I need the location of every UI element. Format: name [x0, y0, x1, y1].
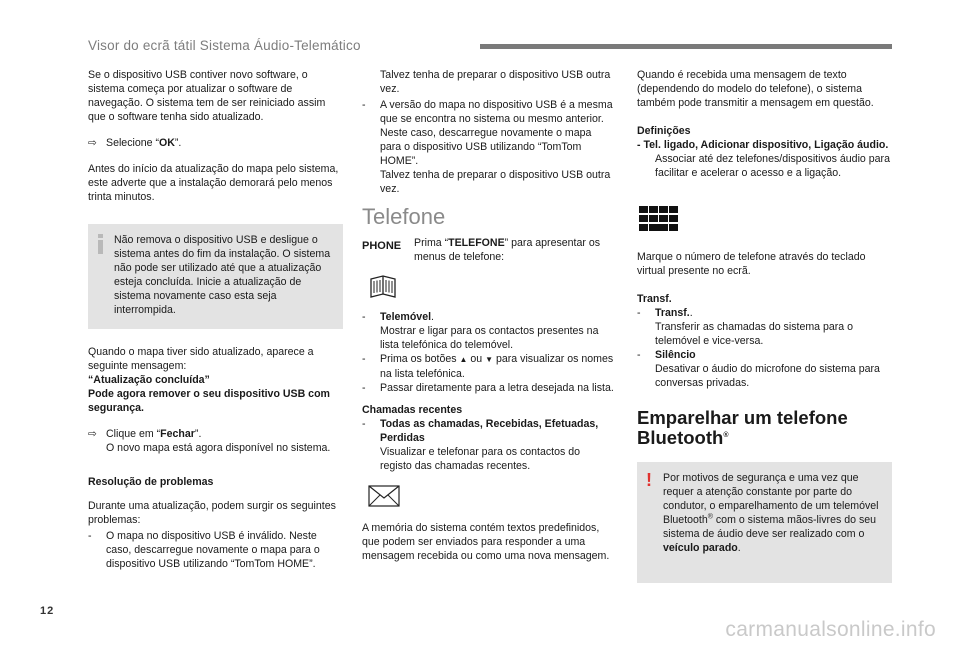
paragraph: A memória do sistema contém textos predefinidos, que podem ser enviados para responder a uma mensagem recebida ou como uma nova mensagem. — [362, 522, 610, 562]
column-3 — [637, 68, 892, 599]
step-arrow-icon: ⇨ — [88, 137, 97, 149]
list-item: - Transf.. Transferir as chamadas do sistema para o telemóvel e vice-versa. — [637, 307, 854, 347]
page-number: 12 — [40, 605, 55, 617]
phonebook-icon — [368, 274, 398, 300]
warning-box: ! Por motivos de segurança e uma vez que requer a atenção constante por parte do condutor, o emparelhamento de um telemóvel Bluetooth® com o sistema mãos-livres do seu sistema de áudio deve ser realizado com o veículo parado. — [637, 462, 892, 583]
paragraph: Talvez tenha de preparar o dispositivo USB outra vez. — [380, 169, 611, 195]
list-item: - Tel. ligado, Adicionar dispositivo, Ligação áudio. — [637, 139, 889, 151]
column-1 — [88, 68, 343, 571]
list-item: - Silêncio Desativar o áudio do microfone do sistema para conversas privadas. — [637, 349, 880, 389]
list-item: - Todas as chamadas, Recebidas, Efetuadas, Perdidas Visualizar e telefonar para os contactos do registo das chamadas recentes. — [362, 418, 599, 472]
list-item: - Telemóvel. Mostrar e ligar para os contactos presentes na lista telefónica do telemóvel. — [362, 311, 599, 351]
envelope-icon — [368, 485, 400, 507]
paragraph: Se o dispositivo USB contiver novo software, o sistema começa por atualizar o software de navegação. O sistema tem de ser reiniciado assim que o software tenha sido atualizado. — [88, 69, 326, 123]
arrow-down-icon: ▼ — [485, 355, 494, 364]
info-box: Não remova o dispositivo USB e desligue o sistema antes do fim da instalação. O sistema não pode ser utilizado até que a atualização esteja concluída. Inicie a atualização de sistema novamente caso esta seja interrompida. — [88, 224, 343, 329]
section-heading-problems: Resolução de problemas — [88, 476, 214, 488]
list-item: - O mapa no dispositivo USB é inválido. Neste caso, descarregue novamente o mapa para o dispositivo USB utilizando “TomTom HOME”. — [88, 530, 320, 570]
column-2 — [362, 68, 614, 575]
step-select-ok: ⇨ Selecione “OK”. — [88, 137, 182, 149]
step-click-close: ⇨ Clique em “Fechar”. O novo mapa está agora disponível no sistema. — [88, 428, 331, 454]
keypad-icon — [639, 206, 679, 236]
section-heading-calls: Chamadas recentes — [362, 404, 463, 416]
paragraph: Antes do início da atualização do mapa pelo sistema, este adverte que a instalação demorará pelo menos trinta minutos. — [88, 163, 339, 203]
list-item: - Prima os botões ▲ ou ▼ para visualizar os nomes na lista telefónica. — [362, 353, 614, 380]
paragraph: Quando o mapa tiver sido atualizado, aparece a seguinte mensagem: “Atualização concluída” Pode agora remover o seu dispositivo USB com segurança. — [88, 346, 330, 414]
arrow-up-icon: ▲ — [459, 355, 468, 364]
paragraph: Quando é recebida uma mensagem de texto (dependendo do modelo do telefone), o sistema também pode transmitir a mensagem em questão. — [637, 69, 874, 109]
paragraph: Marque o número de telefone através do teclado virtual presente no ecrã. — [637, 251, 866, 277]
phone-button-label: PHONE — [362, 240, 402, 252]
section-heading-transf: Transf. — [637, 293, 672, 305]
section-heading-bluetooth: Emparelhar um telefone Bluetooth® — [637, 407, 848, 448]
header-bar — [480, 44, 892, 49]
step-arrow-icon: ⇨ — [88, 428, 97, 440]
paragraph: Talvez tenha de preparar o dispositivo USB outra vez. — [380, 69, 611, 95]
watermark: carmanualsonline.info — [725, 618, 936, 641]
phone-menu-row: PHONE Prima “TELEFONE” para apresentar os menus de telefone: — [362, 237, 601, 263]
page-header-title: Visor do ecrã tátil Sistema Áudio-Telemático — [88, 38, 361, 53]
paragraph: Associar até dez telefones/dispositivos áudio para facilitar e acelerar o acesso e a ligação. — [655, 153, 890, 179]
warning-icon: ! — [646, 470, 652, 490]
section-heading-definicoes: Definições — [637, 125, 691, 137]
list-item: - Passar diretamente para a letra desejada na lista. — [362, 382, 614, 394]
list-item: - A versão do mapa no dispositivo USB é a mesma que se encontra no sistema ou mesmo anterior. Neste caso, descarregue novamente o mapa para o dispositivo USB utilizando “TomTom HOME”. — [362, 99, 613, 167]
section-heading-telefone: Telefone — [362, 204, 446, 229]
paragraph: Durante uma atualização, podem surgir os seguintes problemas: — [88, 500, 336, 526]
info-icon — [97, 234, 104, 254]
